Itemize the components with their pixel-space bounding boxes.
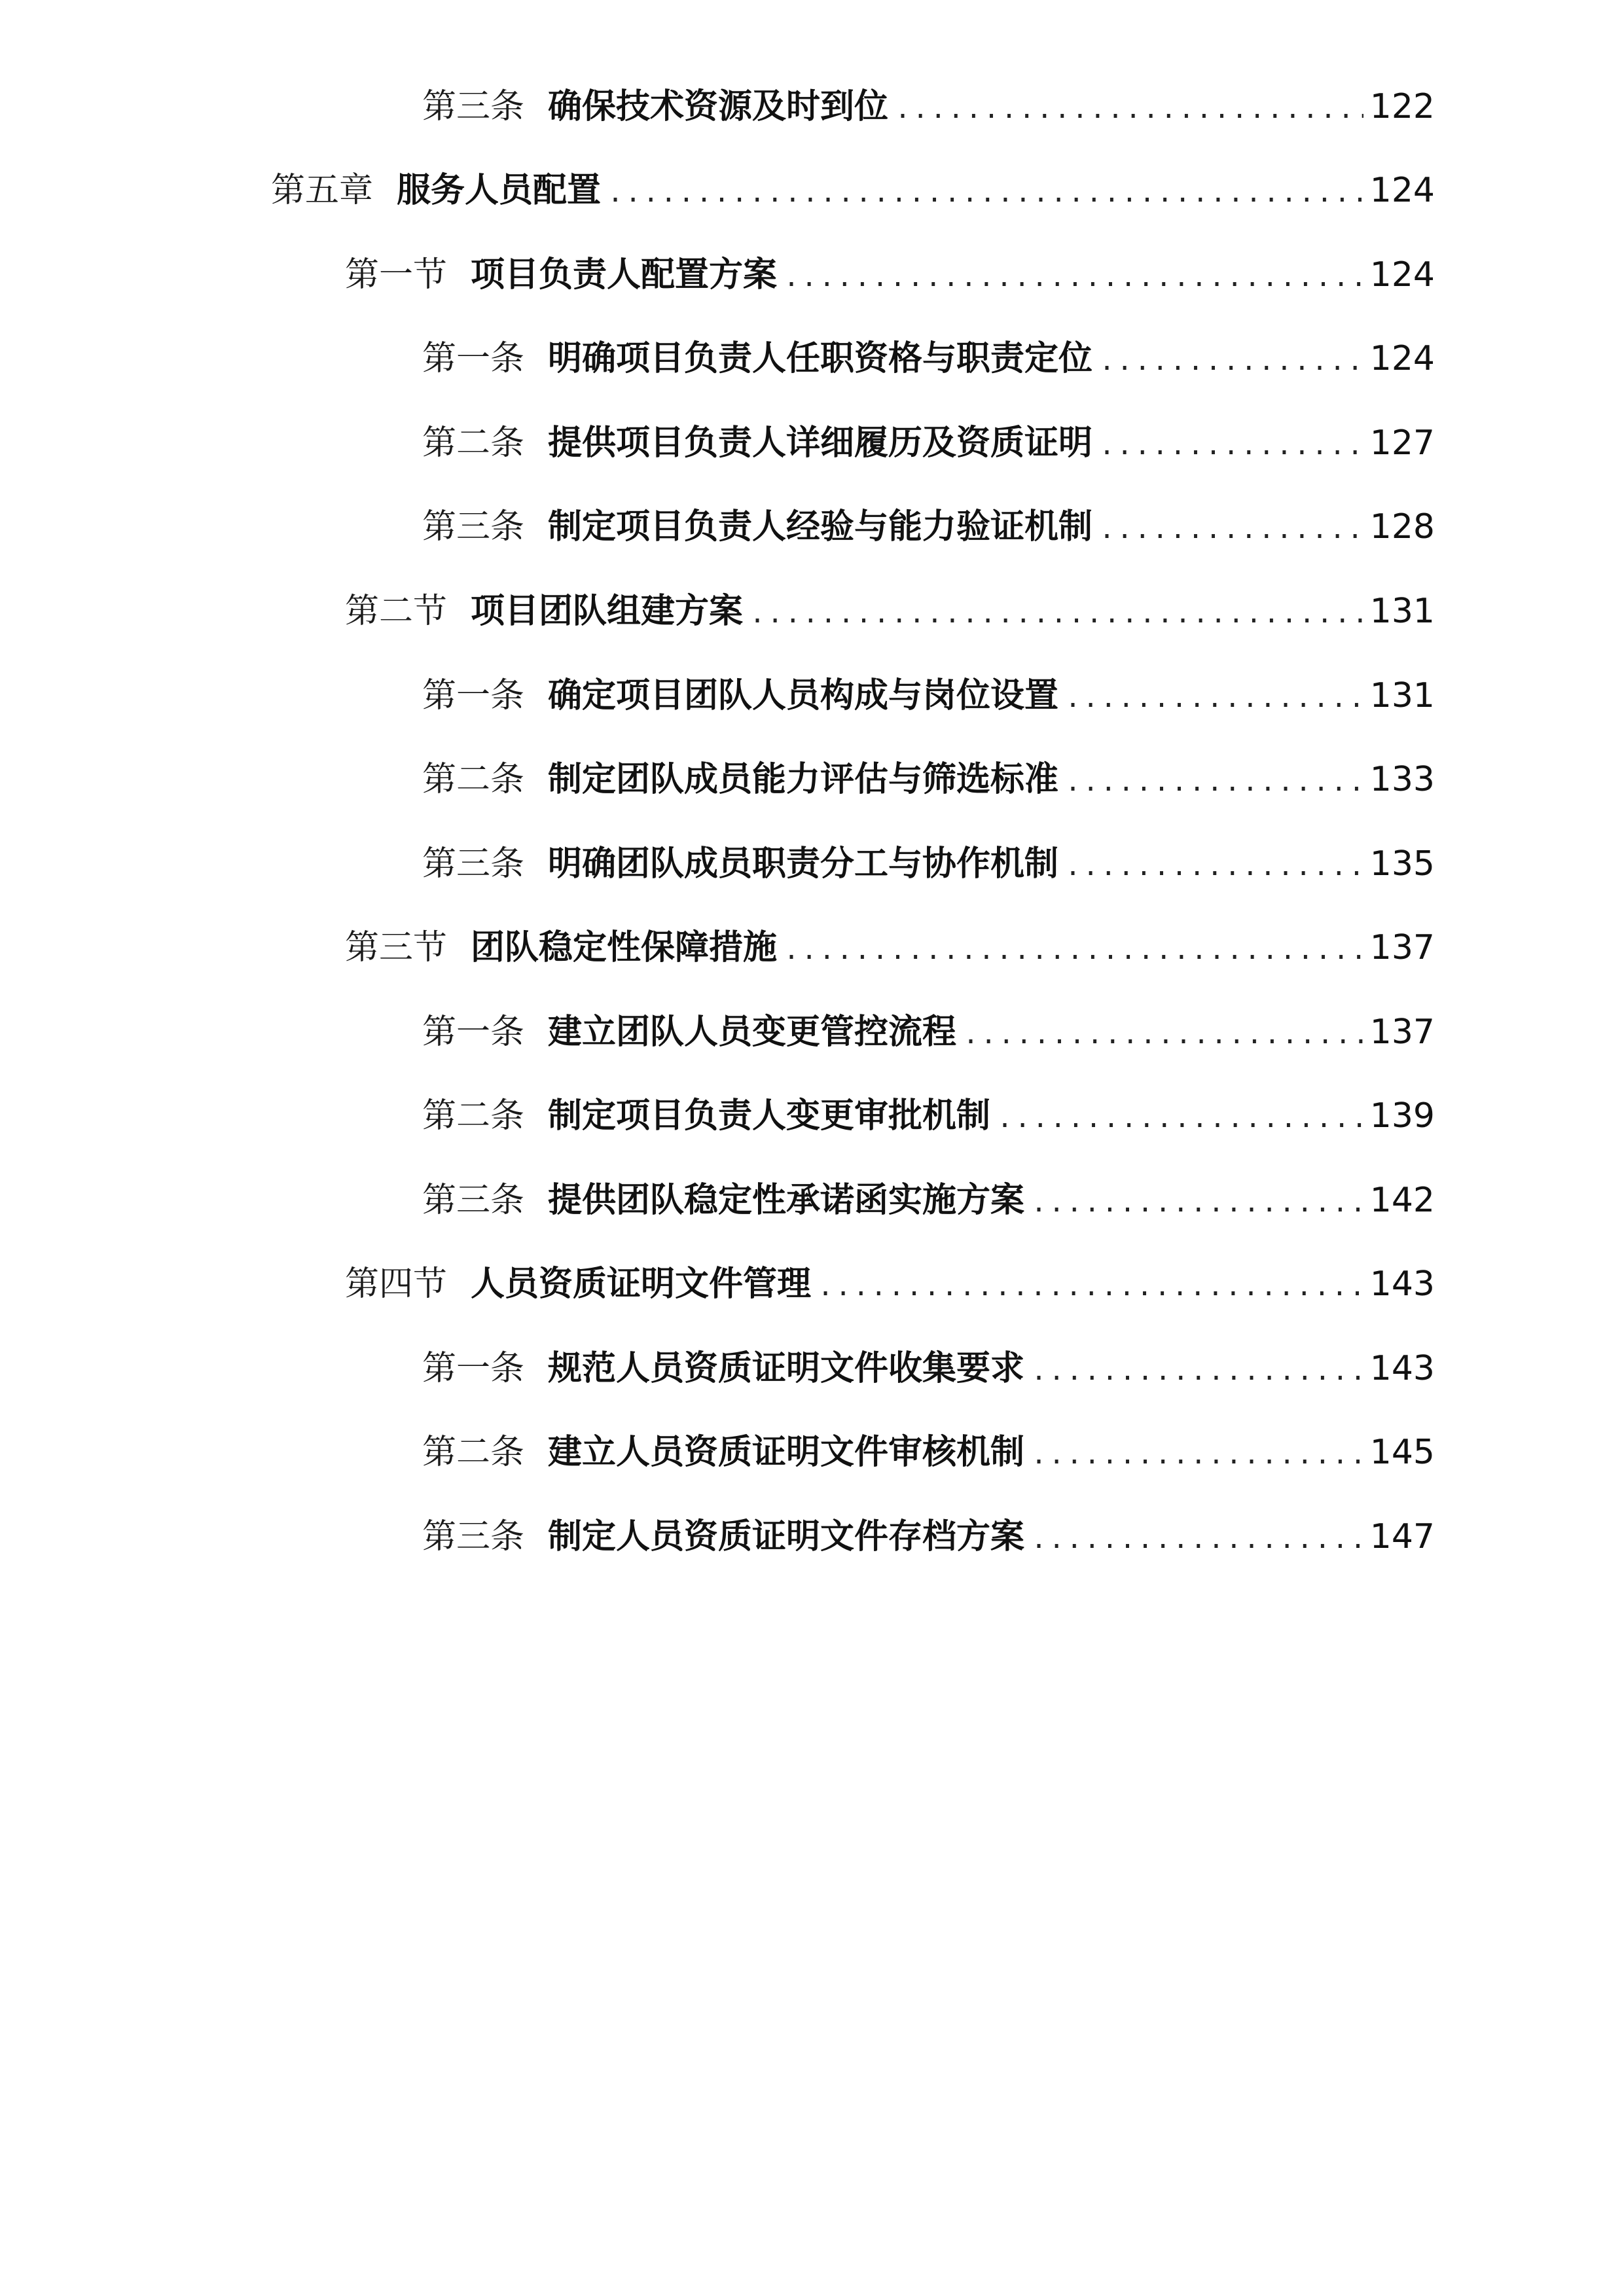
toc-entry-page: 143 [1369, 1349, 1435, 1388]
toc-dot-leader [1099, 497, 1363, 562]
toc-entry-number: 第五章 [271, 171, 374, 210]
toc-entry-title: 制定人员资质证明文件存档方案 [548, 1517, 1025, 1556]
toc-entry-number: 第一条 [422, 1349, 525, 1388]
toc-entry[interactable] [271, 158, 1435, 223]
toc-dot-leader [1031, 1507, 1363, 1572]
toc-entry-page: 122 [1369, 87, 1435, 126]
toc-entry-title: 项目团队组建方案 [471, 592, 744, 631]
toc-entry[interactable] [422, 1083, 1435, 1149]
toc-dot-leader [895, 77, 1363, 142]
toc-entry-number: 第二节 [345, 592, 448, 631]
toc-entry-page: 137 [1369, 928, 1435, 967]
toc-entry-number: 第三条 [422, 1517, 525, 1556]
toc-entry[interactable] [422, 1420, 1435, 1485]
toc-entry-page: 135 [1369, 844, 1435, 884]
toc-entry-number: 第一条 [422, 339, 525, 378]
toc-dot-leader [749, 581, 1363, 647]
toc-entry-number: 第三条 [422, 844, 525, 884]
toc-entry-title: 项目负责人配置方案 [471, 255, 778, 295]
toc-entry-title: 提供团队稳定性承诺函实施方案 [548, 1181, 1025, 1220]
toc-dot-leader [607, 160, 1363, 226]
toc-entry[interactable] [422, 1168, 1435, 1233]
toc-dot-leader [1099, 413, 1363, 478]
toc-entry-page: 142 [1369, 1181, 1435, 1220]
toc-entry-number: 第二条 [422, 423, 525, 463]
toc-entry-title: 明确项目负责人任职资格与职责定位 [548, 339, 1093, 378]
toc-entry[interactable] [422, 74, 1435, 139]
toc-entry-title: 制定团队成员能力评估与筛选标准 [548, 760, 1059, 799]
toc-entry[interactable] [345, 915, 1435, 980]
toc-entry[interactable] [345, 242, 1435, 308]
toc-entry-page: 145 [1369, 1433, 1435, 1472]
toc-entry-number: 第四节 [345, 1265, 448, 1304]
toc-entry-page: 147 [1369, 1517, 1435, 1556]
toc-entry[interactable] [422, 831, 1435, 897]
toc-entry-page: 139 [1369, 1096, 1435, 1136]
toc-entry-number: 第三条 [422, 507, 525, 547]
toc-dot-leader [1065, 749, 1363, 815]
toc-entry-title: 明确团队成员职责分工与协作机制 [548, 844, 1059, 884]
toc-dot-leader [1031, 1170, 1363, 1236]
toc-entry-title: 建立人员资质证明文件审核机制 [548, 1433, 1025, 1472]
toc-entry[interactable] [422, 663, 1435, 728]
toc-dot-leader [784, 245, 1363, 310]
toc-entry-number: 第二条 [422, 1433, 525, 1472]
toc-entry[interactable] [422, 999, 1435, 1065]
toc-entry[interactable] [422, 326, 1435, 391]
toc-entry-title: 服务人员配置 [397, 171, 602, 210]
toc-entry-number: 第一条 [422, 1013, 525, 1052]
toc-entry-page: 143 [1369, 1265, 1435, 1304]
toc-dot-leader [1031, 1338, 1363, 1404]
toc-entry-number: 第一节 [345, 255, 448, 295]
toc-entry[interactable] [422, 747, 1435, 812]
toc-entry-page: 131 [1369, 592, 1435, 631]
toc-entry-number: 第三条 [422, 87, 525, 126]
toc-entry[interactable] [422, 1504, 1435, 1570]
toc-entry-title: 建立团队人员变更管控流程 [548, 1013, 957, 1052]
toc-entry[interactable] [345, 579, 1435, 644]
toc-entry-title: 团队稳定性保障措施 [471, 928, 778, 967]
toc-entry[interactable] [345, 1251, 1435, 1317]
toc-dot-leader [1031, 1422, 1363, 1488]
toc-entry-number: 第二条 [422, 760, 525, 799]
toc-entry-page: 124 [1369, 255, 1435, 295]
toc-entry-page: 124 [1369, 339, 1435, 378]
toc-dot-leader [818, 1254, 1363, 1319]
toc-dot-leader [1065, 666, 1363, 731]
toc-entry-title: 确保技术资源及时到位 [548, 87, 889, 126]
toc-entry[interactable] [422, 410, 1435, 476]
toc-entry-number: 第二条 [422, 1096, 525, 1136]
toc-entry-page: 137 [1369, 1013, 1435, 1052]
toc-entry-title: 人员资质证明文件管理 [471, 1265, 812, 1304]
toc-entry[interactable] [422, 1336, 1435, 1401]
toc-entry-page: 124 [1369, 171, 1435, 210]
toc-entry-number: 第三节 [345, 928, 448, 967]
toc-dot-leader [963, 1002, 1363, 1067]
toc-dot-leader [784, 918, 1363, 983]
toc-entry-title: 制定项目负责人变更审批机制 [548, 1096, 991, 1136]
toc-entry-page: 133 [1369, 760, 1435, 799]
toc-entry-page: 131 [1369, 676, 1435, 715]
toc-dot-leader [1065, 834, 1363, 899]
toc-entry-title: 提供项目负责人详细履历及资质证明 [548, 423, 1093, 463]
toc-entry-title: 制定项目负责人经验与能力验证机制 [548, 507, 1093, 547]
toc-entry-title: 确定项目团队人员构成与岗位设置 [548, 676, 1059, 715]
toc-entry-title: 规范人员资质证明文件收集要求 [548, 1349, 1025, 1388]
toc-entry-number: 第三条 [422, 1181, 525, 1220]
toc-entry-page: 127 [1369, 423, 1435, 463]
toc-dot-leader [1099, 329, 1363, 394]
toc-entry[interactable] [422, 494, 1435, 560]
toc-entry-number: 第一条 [422, 676, 525, 715]
toc-dot-leader [997, 1086, 1363, 1151]
toc-entry-page: 128 [1369, 507, 1435, 547]
